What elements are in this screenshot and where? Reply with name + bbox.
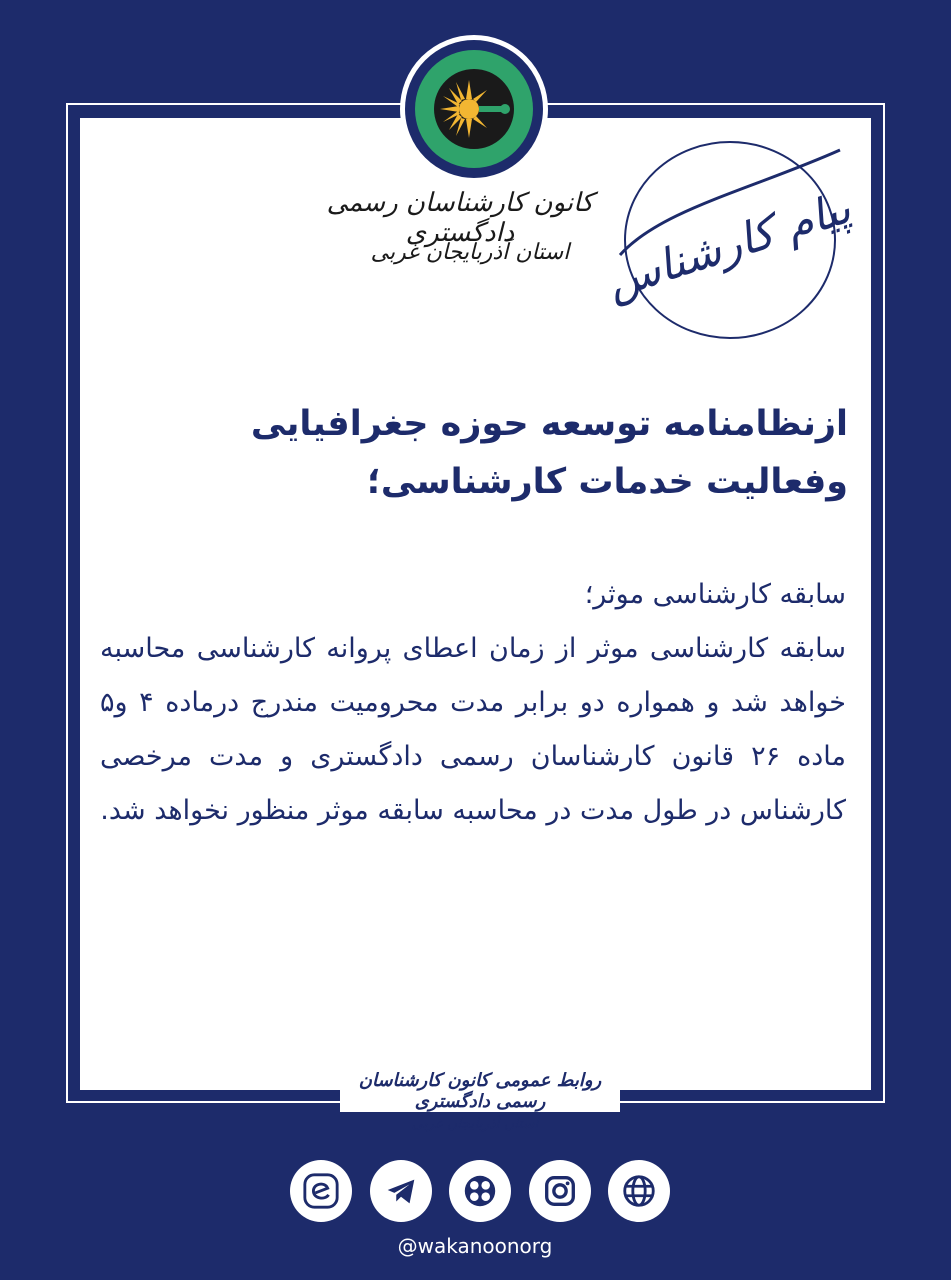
kanoon-logo	[400, 35, 548, 183]
telegram-icon	[382, 1172, 420, 1210]
telegram-link[interactable]	[370, 1160, 432, 1222]
payam-karshenas-seal	[600, 130, 860, 345]
footer-province-line: استان آذربایجان غربی	[411, 1116, 539, 1132]
social-handle[interactable]: @wakanoonorg	[397, 1234, 553, 1258]
sun-emblem-icon	[429, 64, 519, 154]
article-subtitle: سابقه کارشناسی موثر؛	[584, 579, 846, 610]
aparat-icon	[461, 1172, 499, 1210]
aparat-link[interactable]	[449, 1160, 511, 1222]
social-links	[290, 1160, 670, 1222]
eitaa-link[interactable]	[290, 1160, 352, 1222]
footer-org-line: روابط عمومی کانون کارشناسان رسمی دادگستری	[340, 1070, 620, 1112]
article-body	[100, 568, 846, 838]
website-link[interactable]	[608, 1160, 670, 1222]
article-paragraph: سابقه کارشناسی موثر از زمان اعطای پروانه کارشناسی محاسبه خواهد شد و همواره دو برابر مدت محرومیت مندرج درماده ۴ و۵ ماده ۲۶ قانون کارشناسان رسمی دادگستری و مدت مرخصی کارشناس در طول مدت در محاسبه سابقه موثر منظور نخواهد شد.	[100, 633, 846, 826]
org-province: استان آذربایجان غربی	[370, 240, 570, 265]
org-name: کانون کارشناسان رسمی دادگستری	[326, 188, 594, 248]
article-headline: ازنظامنامه توسعه حوزه جغرافیایی وفعالیت خدمات کارشناسی؛	[250, 404, 848, 502]
eitaa-icon	[302, 1172, 340, 1210]
instagram-link[interactable]	[529, 1160, 591, 1222]
seal-text: پیام کارشناس	[600, 182, 857, 310]
website-icon	[620, 1172, 658, 1210]
instagram-icon	[541, 1172, 579, 1210]
